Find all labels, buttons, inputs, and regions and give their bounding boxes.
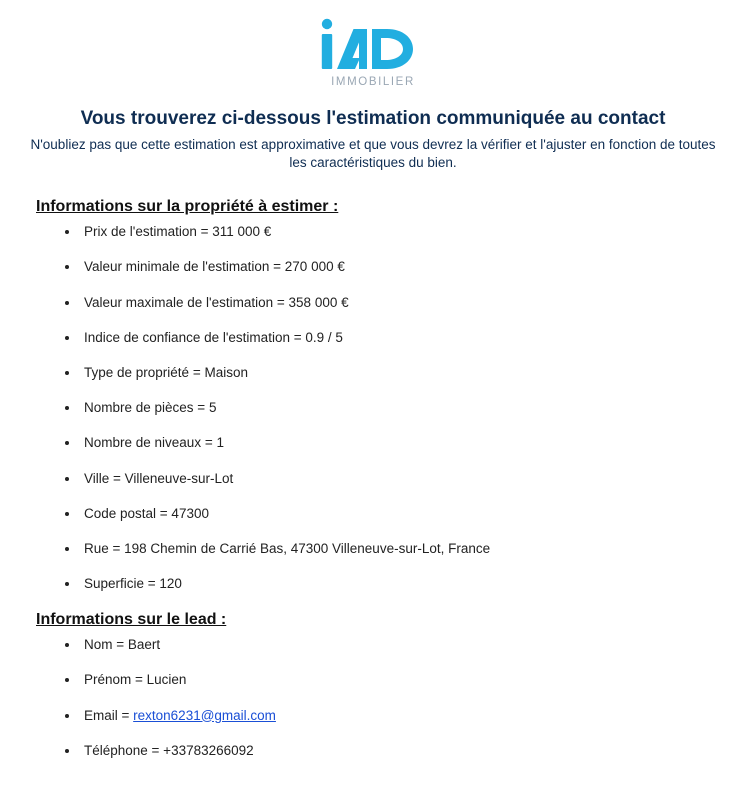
- iad-logo-icon: [315, 14, 431, 90]
- page-subtitle: N'oubliez pas que cette estimation est approximative et que vous devrez la vérifier et l'ajuster en fonction de toutes les caractéristiques du bien.: [30, 136, 716, 170]
- list-item: • Téléphone = +33783266092: [80, 743, 746, 759]
- list-item: • Nom = Baert: [80, 637, 746, 653]
- list-item: • Superficie = 120: [80, 576, 746, 592]
- list-item: • Prénom = Lucien: [80, 672, 746, 688]
- page-title: Vous trouverez ci-dessous l'estimation communiquée au contact: [80, 108, 666, 129]
- list-item: • Valeur maximale de l'estimation = 358 000 €: [80, 295, 746, 311]
- lead-section-title: Informations sur le lead :: [36, 611, 227, 629]
- list-item: • Code postal = 47300: [80, 506, 746, 522]
- list-item: • Valeur minimale de l'estimation = 270 000 €: [80, 259, 746, 275]
- list-item: • Prix de l'estimation = 311 000 €: [80, 224, 746, 240]
- list-item: • Ville = Villeneuve-sur-Lot: [80, 471, 746, 487]
- email-link[interactable]: rexton6231@gmail.com: [133, 707, 276, 723]
- list-item-email: [80, 708, 746, 724]
- property-info-list: [36, 224, 746, 592]
- list-item: • Indice de confiance de l'estimation = 0.9 / 5: [80, 330, 746, 346]
- property-section-title: Informations sur la propriété à estimer :: [36, 198, 339, 216]
- svg-text:IMMOBILIER: IMMOBILIER: [331, 76, 415, 88]
- brand-logo: [0, 0, 746, 95]
- lead-section: [0, 611, 746, 759]
- email-label: Email =: [84, 707, 134, 723]
- lead-info-list: [36, 637, 746, 759]
- list-item: • Nombre de pièces = 5: [80, 400, 746, 416]
- list-item: • Nombre de niveaux = 1: [80, 435, 746, 451]
- list-item: • Rue = 198 Chemin de Carrié Bas, 47300 Villeneuve-sur-Lot, France: [80, 541, 746, 557]
- property-section: [0, 198, 746, 592]
- list-item: • Type de propriété = Maison: [80, 365, 746, 381]
